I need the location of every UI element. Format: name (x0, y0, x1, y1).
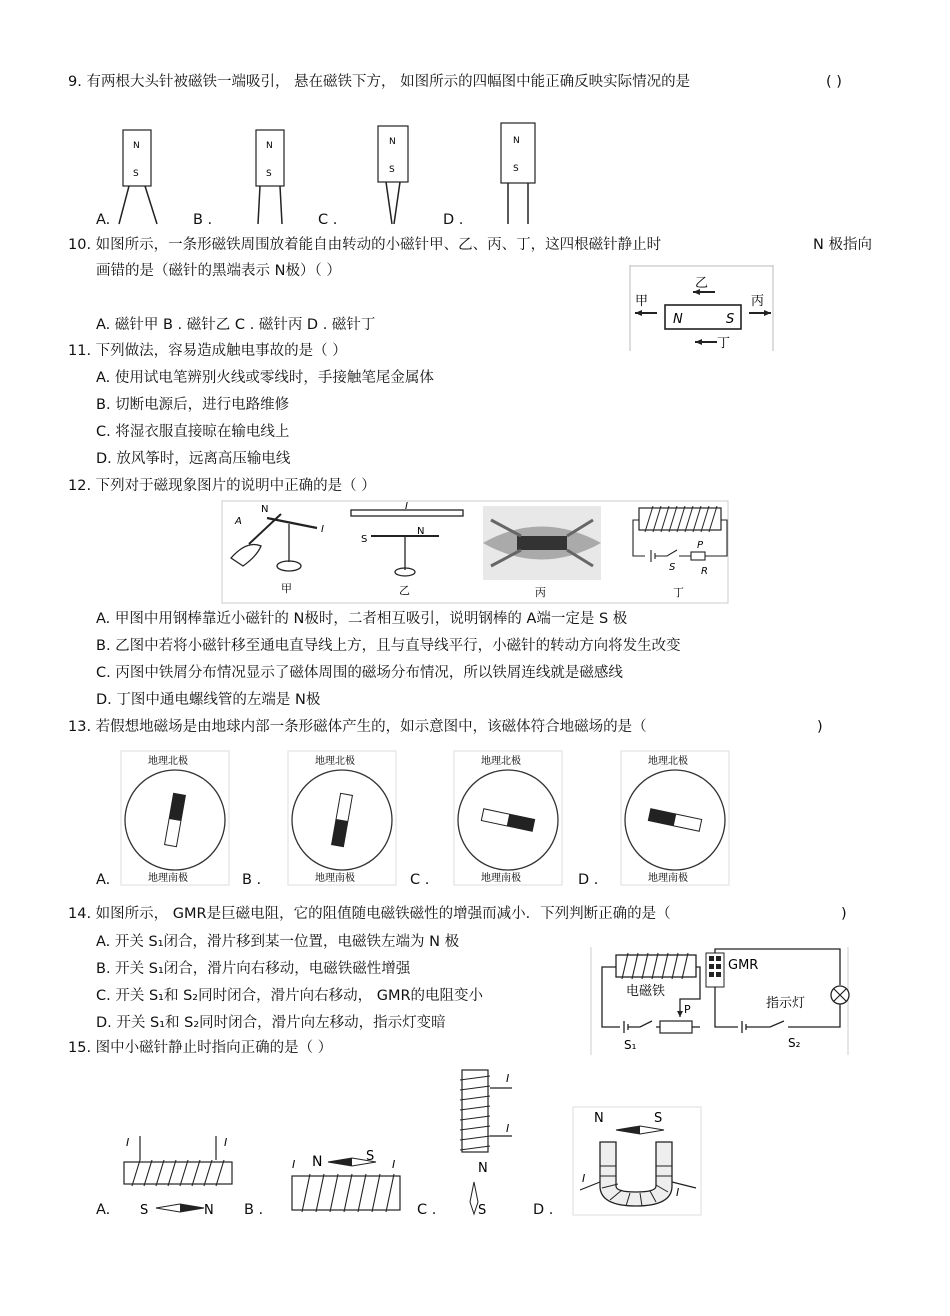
q13-option-a: A. (96, 872, 111, 888)
svg-text:I: I (392, 1158, 396, 1171)
q12-option-a: A. 甲图中用钢棒靠近小磁针的 N极时，二者相互吸引，说明钢棒的 A端一定是 S 极 (96, 611, 628, 627)
svg-text:S: S (140, 1203, 149, 1218)
svg-text:地理南极: 地理南极 (148, 873, 188, 884)
svg-text:N: N (417, 526, 425, 537)
q14-option-a: A. 开关 S₁闭合，滑片移到某一位置，电磁铁左端为 N 极 (96, 934, 460, 950)
q9-stem: 9. 有两根大头针被磁铁一端吸引， 悬在磁铁下方， 如图所示的四幅图中能正确反映实际情况的是 (68, 74, 691, 90)
q9-figure-b (248, 128, 308, 228)
q11-stem: 11. 下列做法，容易造成触电事故的是（ ） (68, 343, 347, 359)
q12-figure (221, 500, 729, 604)
svg-text:S: S (669, 562, 676, 573)
svg-text:GMR: GMR (728, 958, 759, 973)
q14-circuit-figure (590, 947, 850, 1055)
q12-option-b: B. 乙图中若将小磁针移至通电直导线上方，且与直导线平行，小磁针的转动方向将发生改变 (96, 638, 681, 654)
q10-figure (629, 265, 775, 353)
q13-figure-d (620, 750, 730, 886)
q13-figure-b (287, 750, 397, 886)
svg-text:丙: 丙 (751, 294, 765, 309)
q15-option-c: C . (417, 1202, 437, 1218)
svg-text:地理南极: 地理南极 (315, 873, 355, 884)
svg-text:地理北极: 地理北极 (648, 756, 688, 767)
q14-option-c: C. 开关 S₁和 S₂同时闭合，滑片向右移动， GMR的电阻变小 (96, 988, 484, 1004)
svg-text:S: S (361, 534, 368, 545)
svg-text:地理北极: 地理北极 (481, 756, 521, 767)
svg-text:I: I (292, 1158, 296, 1171)
q15-figure-c (456, 1066, 520, 1218)
svg-text:I: I (321, 524, 324, 535)
q13-option-b: B . (242, 872, 262, 888)
svg-text:N: N (204, 1203, 214, 1218)
q9-option-d: D . (443, 212, 464, 228)
svg-text:I: I (224, 1136, 228, 1149)
svg-text:S: S (266, 169, 272, 179)
q9-option-b: B . (193, 212, 213, 228)
q9-figure-a (115, 128, 175, 228)
q10-stem-line1: 10. 如图所示，一条形磁铁周围放着能自由转动的小磁针甲、乙、丙、丁，这四根磁针静止时 (68, 237, 662, 253)
q13-figure-a (120, 750, 230, 886)
svg-text:S: S (513, 164, 519, 174)
svg-text:S: S (366, 1150, 375, 1164)
svg-text:地理北极: 地理北极 (148, 756, 188, 767)
svg-text:地理南极: 地理南极 (648, 873, 688, 884)
svg-text:甲: 甲 (281, 582, 292, 595)
svg-text:乙: 乙 (695, 276, 709, 291)
q13-answer-paren: ) (817, 719, 823, 735)
svg-text:乙: 乙 (399, 584, 410, 597)
q9-option-c: C . (318, 212, 338, 228)
q9-figure-d (496, 121, 556, 228)
q15-stem: 15. 图中小磁针静止时指向正确的是（ ） (68, 1040, 333, 1056)
q14-option-b: B. 开关 S₁闭合，滑片向右移动，电磁铁磁性增强 (96, 961, 411, 977)
svg-text:S₁: S₁ (624, 1038, 637, 1052)
svg-text:N: N (133, 141, 140, 151)
svg-text:丁: 丁 (673, 586, 684, 599)
svg-text:S: S (478, 1203, 487, 1218)
svg-text:S₂: S₂ (788, 1036, 801, 1050)
svg-text:P: P (684, 1003, 691, 1016)
svg-text:I: I (405, 501, 408, 512)
svg-text:地理北极: 地理北极 (315, 756, 355, 767)
svg-text:丁: 丁 (717, 336, 731, 351)
svg-text:N: N (261, 504, 269, 515)
svg-text:指示灯: 指示灯 (766, 996, 806, 1011)
q12-stem: 12. 下列对于磁现象图片的说明中正确的是（ ） (68, 478, 376, 494)
q13-option-c: C . (410, 872, 430, 888)
q15-figure-d (572, 1106, 702, 1216)
svg-text:N: N (389, 137, 396, 147)
q11-option-a: A. 使用试电笔辨别火线或零线时，手接触笔尾金属体 (96, 370, 434, 386)
q10-stem-line2: 画错的是（磁针的黑端表示 N极）（ ） (96, 263, 341, 279)
q15-figure-b (288, 1150, 406, 1218)
svg-text:N: N (312, 1154, 323, 1170)
q9-figure-c (372, 124, 432, 228)
svg-text:I: I (506, 1072, 510, 1085)
q14-option-d: D. 开关 S₁和 S₂同时闭合，滑片向左移动，指示灯变暗 (96, 1015, 446, 1031)
svg-text:I: I (582, 1172, 586, 1185)
q15-option-d: D . (533, 1202, 554, 1218)
q14-stem: 14. 如图所示， GMR是巨磁电阻，它的阻值随电磁铁磁性的增强而减小．下列判断正确的是（ (68, 906, 671, 922)
svg-text:N: N (266, 141, 273, 151)
q12-option-c: C. 丙图中铁屑分布情况显示了磁体周围的磁场分布情况，所以铁屑连线就是磁感线 (96, 665, 623, 681)
svg-text:R: R (701, 566, 708, 577)
q14-answer-paren: ) (841, 906, 847, 922)
q11-option-b: B. 切断电源后，进行电路维修 (96, 397, 290, 413)
svg-text:S: S (654, 1111, 663, 1126)
svg-text:I: I (506, 1122, 510, 1135)
q15-option-a: A. (96, 1202, 111, 1218)
q9-answer-paren: ( ) (826, 74, 842, 90)
q15-option-b: B . (244, 1202, 264, 1218)
q10-stem-line1-end: N 极指向 (813, 237, 872, 253)
svg-text:S: S (726, 312, 735, 327)
q9-option-a: A. (96, 212, 111, 228)
svg-text:I: I (676, 1186, 680, 1199)
svg-text:N: N (594, 1111, 604, 1126)
svg-text:S: S (389, 165, 395, 175)
svg-text:电磁铁: 电磁铁 (626, 984, 666, 999)
q15-figure-a (120, 1122, 238, 1218)
svg-text:N: N (673, 312, 683, 327)
svg-text:N: N (513, 136, 520, 146)
q10-options: A. 磁针甲 B . 磁针乙 C . 磁针丙 D . 磁针丁 (96, 317, 376, 333)
svg-text:I: I (126, 1136, 130, 1149)
svg-text:地理南极: 地理南极 (481, 873, 521, 884)
q13-stem: 13. 若假想地磁场是由地球内部一条形磁体产生的，如示意图中，该磁体符合地磁场的是（ (68, 719, 647, 735)
q11-option-c: C. 将湿衣服直接晾在输电线上 (96, 424, 290, 440)
q13-option-d: D . (578, 872, 599, 888)
q13-figure-c (453, 750, 563, 886)
svg-text:丙: 丙 (535, 586, 546, 599)
q11-option-d: D. 放风筝时，远离高压输电线 (96, 451, 291, 467)
svg-text:S: S (133, 169, 139, 179)
svg-text:N: N (478, 1161, 488, 1176)
q12-option-d: D. 丁图中通电螺线管的左端是 N极 (96, 692, 321, 708)
svg-text:A: A (235, 516, 242, 527)
svg-text:甲: 甲 (635, 294, 649, 309)
svg-text:P: P (697, 540, 704, 551)
